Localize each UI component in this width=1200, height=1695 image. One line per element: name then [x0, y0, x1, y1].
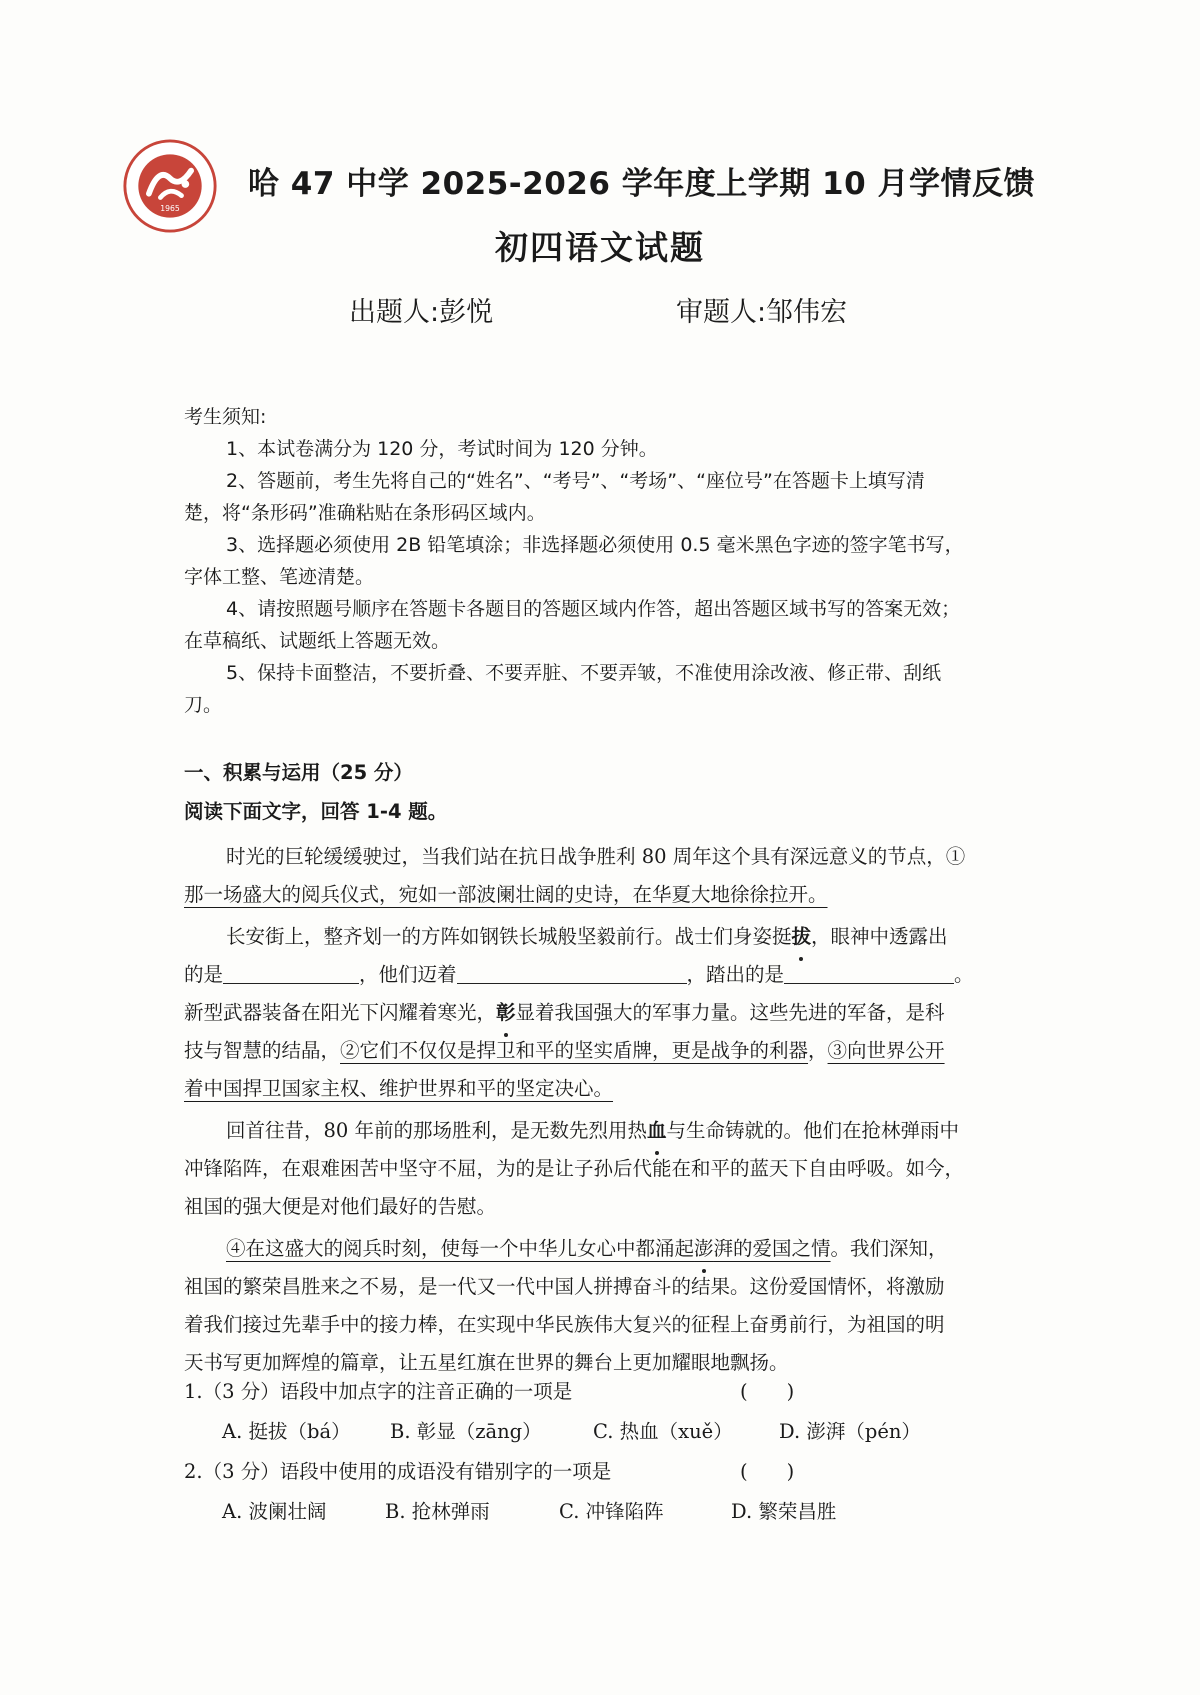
section-1: [184, 756, 1030, 828]
passage-line: 时光的巨轮缓缓驶过，当我们站在抗日战争胜利 80 周年这个具有深远意义的节点，①: [226, 845, 966, 868]
question-1-option-b[interactable]: B. 彰显（zāng）: [390, 1420, 542, 1443]
notice-item-4b: 在草稿纸、试题纸上答题无效。: [184, 630, 451, 652]
section-heading: 一、积累与运用（25 分）: [184, 761, 413, 784]
passage-line: 祖国的繁荣昌胜来之不易，是一代又一代中国人拼搏奋斗的结果。这份爱国情怀，将激励: [184, 1275, 945, 1298]
question-2-option-b[interactable]: B. 抢林弹雨: [385, 1500, 490, 1523]
dotted-char: 澎: [694, 1230, 714, 1268]
exam-subtitle: 初四语文试题: [495, 228, 705, 267]
passage-line: 回首往昔，80 年前的那场胜利，是无数先烈用热血与生命铸就的。他们在抢林弹雨中: [184, 1112, 1030, 1150]
passage-sentence-1: 那一场盛大的阅兵仪式，宛如一部波阑壮阔的史诗，在华夏大地徐徐拉开。: [184, 883, 828, 906]
seal-year: 1965: [160, 203, 180, 213]
question-2-stem: 2.（3 分）语段中使用的成语没有错别字的一项是: [184, 1460, 612, 1483]
passage-sentence-2: ②它们不仅仅是捍卫和平的坚实盾牌，更是战争的利器: [340, 1039, 809, 1062]
notice-item-4a: 4、请按照题号顺序在答题卡各题目的答题区域内作答，超出答题区域书写的答案无效；: [226, 598, 961, 620]
passage-sentence-3: ③向世界公开: [827, 1039, 945, 1062]
notice-item-2b: 楚，将“条形码”准确粘贴在条形码区域内。: [184, 502, 546, 524]
question-2-option-c[interactable]: C. 冲锋陷阵: [559, 1500, 664, 1523]
passage-sentence-3-cont: 着中国捍卫国家主权、维护世界和平的坚定决心。: [184, 1077, 614, 1100]
question-1-answer-paren[interactable]: ( ): [740, 1380, 795, 1403]
notice-item-2a: 2、答题前，考生先将自己的“姓名”、“考号”、“考场”、“座位号”在答题卡上填写清: [226, 470, 925, 492]
notice-item-5a: 5、保持卡面整洁，不要折叠、不要弄脏、不要弄皱，不准使用涂改液、修正带、刮纸: [226, 662, 942, 684]
passage-line-blanks: 的是 ，他们迈着 ，踏出的是 。: [184, 956, 1030, 994]
fill-blank-2[interactable]: [457, 959, 687, 984]
notice-item-3a: 3、选择题必须使用 2B 铅笔填涂；非选择题必须使用 0.5 毫米黑色字迹的签字笔书写，: [226, 534, 964, 556]
question-1-option-a[interactable]: A. 挺拔（bá）: [222, 1420, 351, 1443]
passage-line: 天书写更加辉煌的篇章，让五星红旗在世界的舞台上更加耀眼地飘扬。: [184, 1351, 789, 1374]
dotted-char: 彰: [496, 994, 516, 1032]
question-1-option-d[interactable]: D. 澎湃（pén）: [779, 1420, 921, 1443]
question-2-option-d[interactable]: D. 繁荣昌胜: [731, 1500, 837, 1523]
passage-line: 着我们接过先辈手中的接力棒，在实现中华民族伟大复兴的征程上奋勇前行，为祖国的明: [184, 1313, 945, 1336]
fill-blank-1[interactable]: [223, 959, 359, 984]
notice-item-1: 1、本试卷满分为 120 分，考试时间为 120 分钟。: [226, 438, 658, 460]
question-1-option-c[interactable]: C. 热血（xuě）: [593, 1420, 733, 1443]
fill-blank-3[interactable]: [784, 959, 954, 984]
reading-passage: [184, 838, 1030, 1382]
reviewer-label: 审题人:邹伟宏: [676, 297, 848, 328]
passage-line: 技与智慧的结晶，②它们不仅仅是捍卫和平的坚实盾牌，更是战争的利器，③向世界公开: [184, 1039, 945, 1062]
author-label: 出题人:彭悦: [349, 297, 494, 328]
notice-item-3b: 字体工整、笔迹清楚。: [184, 566, 375, 588]
exam-notice: [184, 401, 1030, 721]
passage-line: 新型武器装备在阳光下闪耀着寒光，彰显着我国强大的军事力量。这些先进的军备，是科: [184, 994, 1030, 1032]
dotted-char: 血: [647, 1112, 667, 1150]
passage-line: ④在这盛大的阅兵时刻，使每一个中华儿女心中都涌起澎湃的爱国之情。我们深知，: [184, 1230, 1030, 1268]
passage-line: 祖国的强大便是对他们最好的告慰。: [184, 1195, 497, 1218]
question-2-option-a[interactable]: A. 波阑壮阔: [222, 1500, 327, 1523]
dotted-char: 拔: [792, 918, 812, 956]
passage-sentence-4: ④在这盛大的阅兵时刻，使每一个中华儿女心中都涌起: [226, 1237, 695, 1260]
school-seal-logo: [122, 138, 218, 234]
notice-heading: 考生须知:: [184, 406, 267, 428]
section-instruction: 阅读下面文字，回答 1-4 题。: [184, 800, 448, 823]
passage-line: 冲锋陷阵，在艰难困苦中坚守不屈，为的是让子孙后代能在和平的蓝天下自由呼吸。如今，: [184, 1157, 965, 1180]
exam-title: 哈 47 中学 2025-2026 学年度上学期 10 月学情反馈: [248, 166, 1035, 202]
notice-item-5b: 刀。: [184, 694, 223, 716]
passage-line: 长安街上，整齐划一的方阵如钢铁长城般坚毅前行。战士们身姿挺拔，眼神中透露出: [184, 918, 1030, 956]
question-2-answer-paren[interactable]: ( ): [740, 1460, 795, 1483]
question-1-stem: 1.（3 分）语段中加点字的注音正确的一项是: [184, 1380, 573, 1403]
